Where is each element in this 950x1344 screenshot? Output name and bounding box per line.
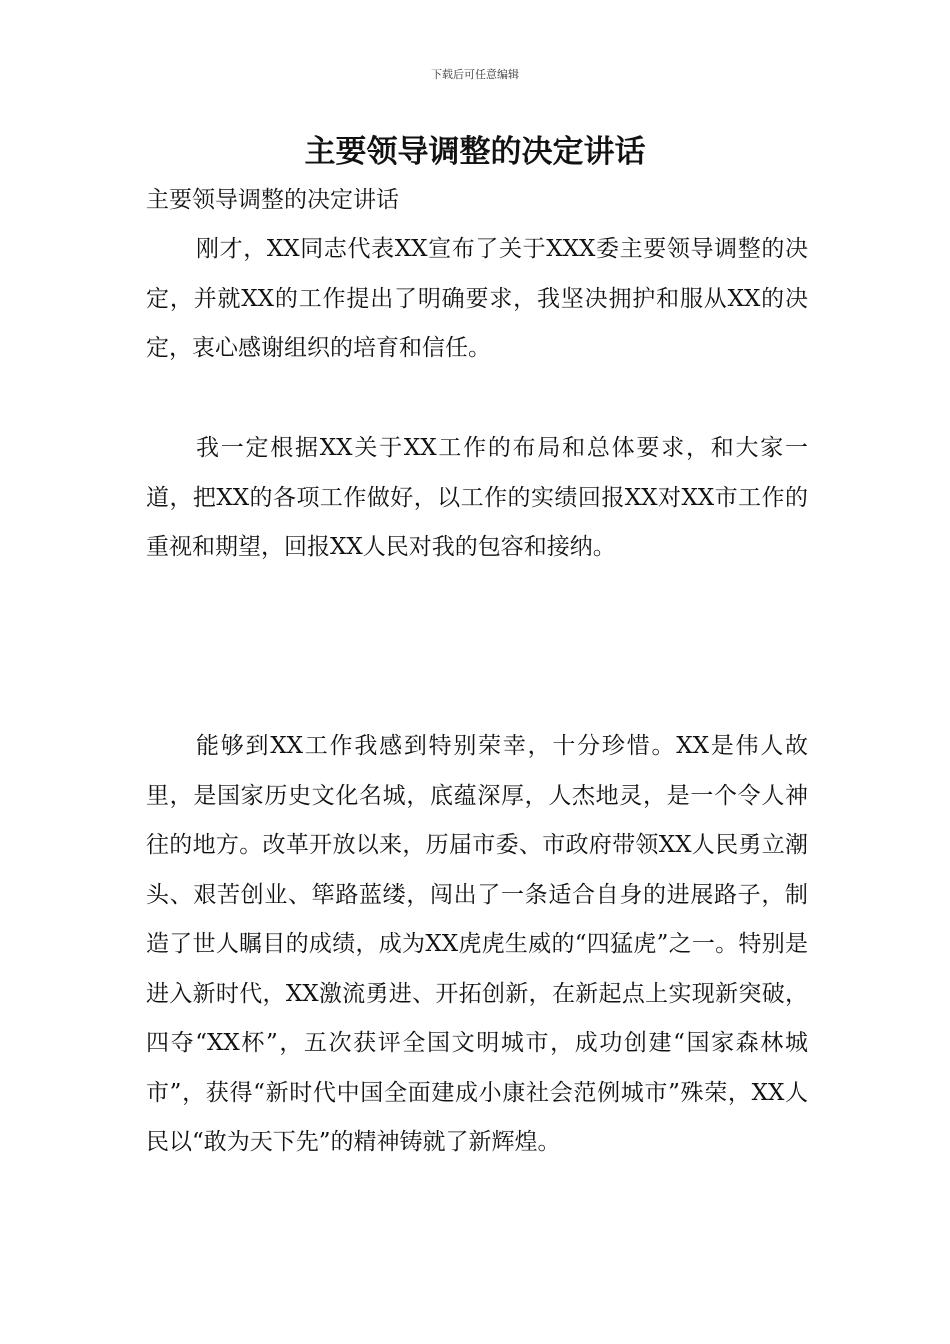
paragraph-3: 能够到XX工作我感到特别荣幸，十分珍惜。XX是伟人故里，是国家历史文化名城，底蕴深厚，人杰地灵，是一个令人神往的地方。改革开放以来，历届市委、市政府带领XX人民勇立潮头、艰苦创业、筚路蓝缕，闯出了一条适合自身的进展路子，制造了世人瞩目的成绩，成为XX虎虎生威的“四猛虎”之一。特别是进入新时代，XX激流勇进、开拓创新，在新起点上实现新突破，四夺“XX杯”，五次获评全国文明城市，成功创建“国家森林城市”，获得“新时代中国全面建成小康社会范例城市”殊荣，XX人民以“敢为天下先”的精神铸就了新辉煌。	[146, 733, 808, 1155]
paragraph-2: 我一定根据XX关于XX工作的布局和总体要求，和大家一道，把XX的各项工作做好，以工作的实绩回报XX对XX市工作的重视和期望，回报XX人民对我的包容和接纳。	[146, 435, 808, 560]
paragraph-1: 刚才，XX同志代表XX宣布了关于XXX委主要领导调整的决定，并就XX的工作提出了明确要求，我坚决拥护和服从XX的决定，衷心感谢组织的培育和信任。	[146, 236, 808, 361]
header-note: 下载后可任意编辑	[431, 68, 519, 81]
document-subtitle: 主要领导调整的决定讲话	[146, 187, 399, 213]
document-title: 主要领导调整的决定讲话	[304, 134, 646, 170]
